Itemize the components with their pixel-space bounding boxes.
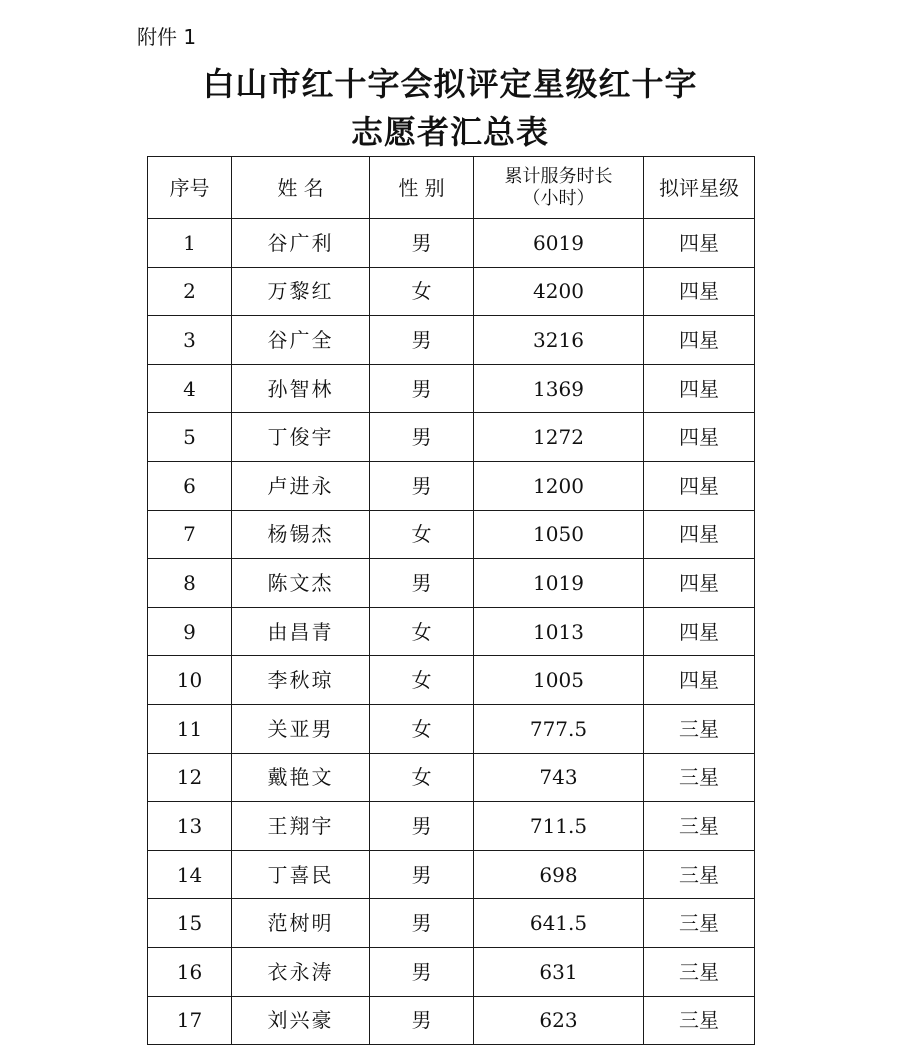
cell-star-level: 三星	[644, 850, 755, 899]
table-header-row	[148, 157, 755, 219]
cell-star-level: 四星	[644, 607, 755, 656]
cell-gender: 女	[370, 510, 474, 559]
cell-star-level: 四星	[644, 559, 755, 608]
table-row	[148, 899, 755, 948]
cell-gender: 男	[370, 947, 474, 996]
table-row	[148, 316, 755, 365]
cell-hours: 1013	[474, 607, 644, 656]
cell-name: 孙智林	[232, 364, 370, 413]
header-gender: 性 别	[370, 157, 474, 219]
cell-gender: 女	[370, 704, 474, 753]
cell-name: 戴艳文	[232, 753, 370, 802]
cell-name: 王翔宇	[232, 802, 370, 851]
cell-gender: 男	[370, 899, 474, 948]
cell-index: 2	[148, 267, 232, 316]
cell-index: 7	[148, 510, 232, 559]
cell-gender: 男	[370, 316, 474, 365]
table-row	[148, 510, 755, 559]
cell-star-level: 三星	[644, 947, 755, 996]
cell-index: 3	[148, 316, 232, 365]
table-row	[148, 219, 755, 268]
cell-star-level: 三星	[644, 753, 755, 802]
cell-star-level: 四星	[644, 413, 755, 462]
document-subtitle: 志愿者汇总表	[350, 113, 549, 151]
table-row	[148, 656, 755, 705]
cell-index: 5	[148, 413, 232, 462]
cell-name: 范树明	[232, 899, 370, 948]
table-row	[148, 947, 755, 996]
cell-gender: 男	[370, 850, 474, 899]
cell-hours: 641.5	[474, 899, 644, 948]
cell-index: 13	[148, 802, 232, 851]
cell-index: 9	[148, 607, 232, 656]
cell-name: 万黎红	[232, 267, 370, 316]
cell-gender: 男	[370, 802, 474, 851]
cell-hours: 1050	[474, 510, 644, 559]
cell-hours: 6019	[474, 219, 644, 268]
cell-gender: 男	[370, 219, 474, 268]
cell-name: 刘兴豪	[232, 996, 370, 1045]
cell-name: 关亚男	[232, 704, 370, 753]
cell-name: 李秋琼	[232, 656, 370, 705]
table-row	[148, 607, 755, 656]
cell-gender: 男	[370, 364, 474, 413]
cell-index: 1	[148, 219, 232, 268]
table-row	[148, 461, 755, 510]
cell-hours: 698	[474, 850, 644, 899]
cell-index: 12	[148, 753, 232, 802]
table-row	[148, 267, 755, 316]
table-row	[148, 753, 755, 802]
attachment-label: 附件 1	[137, 25, 197, 49]
cell-name: 衣永涛	[232, 947, 370, 996]
cell-name: 谷广全	[232, 316, 370, 365]
cell-index: 17	[148, 996, 232, 1045]
volunteer-summary-table	[147, 156, 755, 1045]
cell-star-level: 四星	[644, 656, 755, 705]
cell-gender: 男	[370, 461, 474, 510]
table-row	[148, 364, 755, 413]
header-hours-label: 累计服务时长	[504, 165, 613, 187]
cell-hours: 1200	[474, 461, 644, 510]
cell-name: 杨锡杰	[232, 510, 370, 559]
cell-index: 6	[148, 461, 232, 510]
cell-gender: 女	[370, 656, 474, 705]
cell-hours: 1005	[474, 656, 644, 705]
table-row	[148, 802, 755, 851]
cell-hours: 623	[474, 996, 644, 1045]
cell-index: 4	[148, 364, 232, 413]
cell-star-level: 三星	[644, 704, 755, 753]
cell-star-level: 四星	[644, 510, 755, 559]
cell-hours: 743	[474, 753, 644, 802]
cell-hours: 631	[474, 947, 644, 996]
cell-star-level: 四星	[644, 316, 755, 365]
header-star-level: 拟评星级	[644, 157, 755, 219]
cell-hours: 3216	[474, 316, 644, 365]
cell-hours: 4200	[474, 267, 644, 316]
header-name: 姓 名	[232, 157, 370, 219]
header-hours	[474, 157, 644, 219]
header-index: 序号	[148, 157, 232, 219]
cell-index: 14	[148, 850, 232, 899]
cell-name: 谷广利	[232, 219, 370, 268]
cell-star-level: 四星	[644, 219, 755, 268]
cell-index: 15	[148, 899, 232, 948]
cell-name: 由昌青	[232, 607, 370, 656]
header-hours-unit: （小时）	[522, 187, 595, 209]
cell-star-level: 三星	[644, 899, 755, 948]
cell-hours: 1272	[474, 413, 644, 462]
cell-index: 8	[148, 559, 232, 608]
cell-gender: 男	[370, 413, 474, 462]
cell-name: 丁喜民	[232, 850, 370, 899]
table-row	[148, 413, 755, 462]
cell-hours: 777.5	[474, 704, 644, 753]
cell-star-level: 四星	[644, 364, 755, 413]
cell-name: 卢进永	[232, 461, 370, 510]
cell-index: 10	[148, 656, 232, 705]
cell-name: 丁俊宇	[232, 413, 370, 462]
cell-star-level: 三星	[644, 996, 755, 1045]
cell-gender: 女	[370, 753, 474, 802]
table-body	[148, 219, 755, 1045]
cell-hours: 711.5	[474, 802, 644, 851]
table-row	[148, 559, 755, 608]
cell-hours: 1369	[474, 364, 644, 413]
cell-star-level: 三星	[644, 802, 755, 851]
document-title: 白山市红十字会拟评定星级红十字	[202, 65, 698, 103]
cell-gender: 男	[370, 559, 474, 608]
table-row	[148, 996, 755, 1045]
table-row	[148, 704, 755, 753]
cell-star-level: 四星	[644, 267, 755, 316]
cell-star-level: 四星	[644, 461, 755, 510]
cell-index: 16	[148, 947, 232, 996]
cell-gender: 女	[370, 607, 474, 656]
cell-hours: 1019	[474, 559, 644, 608]
cell-gender: 男	[370, 996, 474, 1045]
cell-name: 陈文杰	[232, 559, 370, 608]
cell-gender: 女	[370, 267, 474, 316]
table-row	[148, 850, 755, 899]
cell-index: 11	[148, 704, 232, 753]
